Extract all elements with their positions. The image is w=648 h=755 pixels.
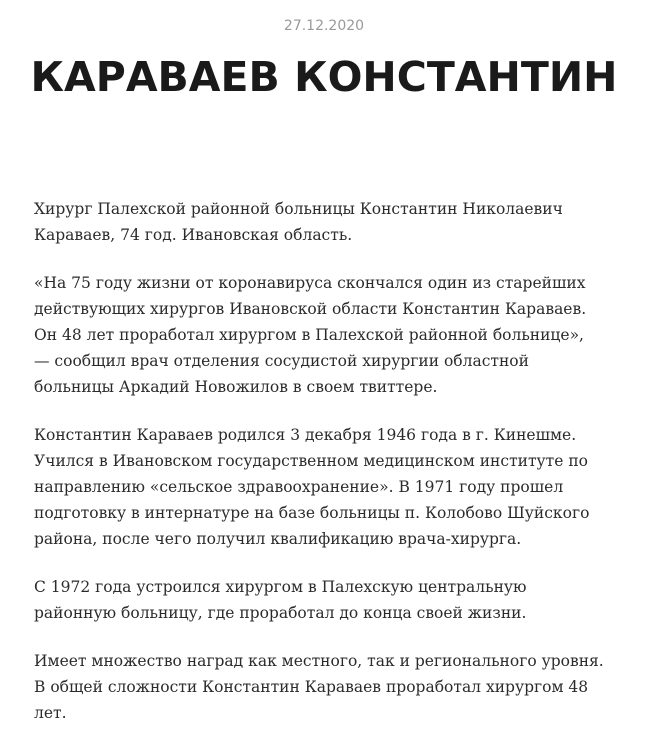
- paragraph-4: [34, 574, 619, 626]
- text-line: Константин Караваев родился 3 декабря 1946 года в г. Кинешме.: [34, 426, 577, 444]
- text-line: Имеет множество наград как местного, так и регионального уровня.: [34, 652, 604, 670]
- article-title: КАРАВАЕВ КОНСТАНТИН: [30, 53, 618, 101]
- text-line: района, после чего получил квалификацию врача-хирурга.: [34, 530, 522, 548]
- article-date: 27.12.2020: [283, 18, 365, 34]
- paragraph-1: [34, 196, 619, 248]
- text-line: «На 75 году жизни от коронавируса скончался один из старейших: [34, 274, 586, 292]
- text-line: — сообщил врач отделения сосудистой хирургии областной: [34, 352, 529, 370]
- text-line: больницы Аркадий Новожилов в своем твиттере.: [34, 378, 438, 396]
- paragraph-3: [34, 422, 619, 552]
- paragraph-5: [34, 648, 619, 726]
- text-line: Хирург Палехской районной больницы Константин Николаевич: [34, 200, 563, 218]
- paragraph-2: [34, 270, 619, 400]
- text-line: Караваев, 74 год. Ивановская область.: [34, 226, 353, 244]
- text-line: лет.: [34, 704, 67, 722]
- article-body: [34, 196, 619, 748]
- text-line: подготовку в интернатуре на базе больницы п. Колобово Шуйского: [34, 504, 590, 522]
- text-line: В общей сложности Константин Караваев проработал хирургом 48: [34, 678, 589, 696]
- text-line: направлению «сельское здравоохранение». В 1971 году прошел: [34, 478, 564, 496]
- text-line: районную больницу, где проработал до конца своей жизни.: [34, 604, 527, 622]
- text-line: Учился в Ивановском государственном медицинском институте по: [34, 452, 589, 470]
- text-line: С 1972 года устроился хирургом в Палехскую центральную: [34, 578, 527, 596]
- text-line: действующих хирургов Ивановской области Константин Караваев.: [34, 300, 587, 318]
- text-line: Он 48 лет проработал хирургом в Палехской районной больнице»,: [34, 326, 584, 344]
